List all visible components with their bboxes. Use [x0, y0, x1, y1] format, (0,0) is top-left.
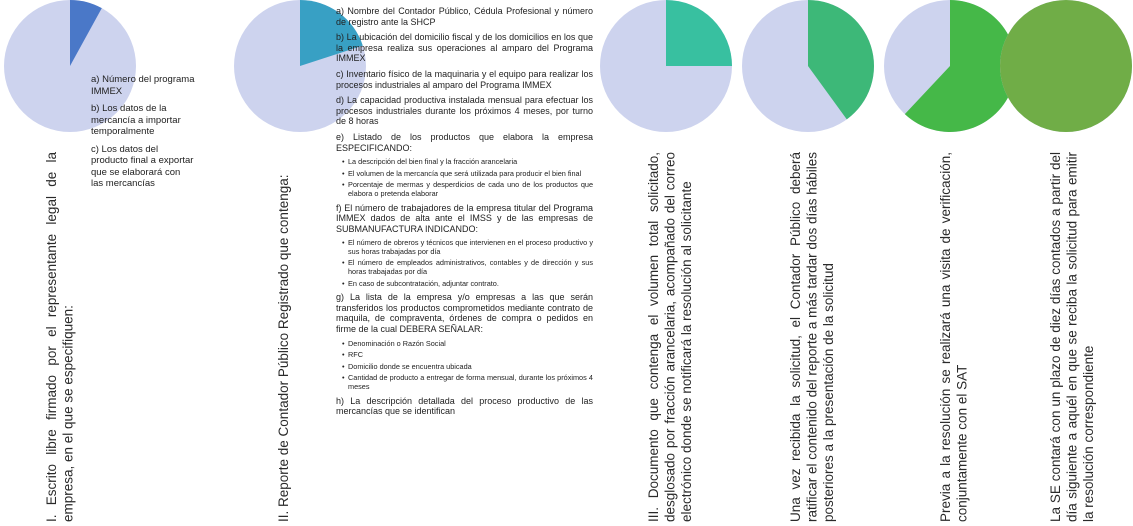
stage-1-item-b: b) Los datos de la mercancía a importar temporalmente [91, 103, 181, 137]
stage-2-text: II. Reporte de Contador Público Registrado que contenga: [276, 174, 291, 522]
stage-2-item-e: e) Listado de los productos que elabora la empresa ESPECIFICANDO: [336, 131, 593, 153]
bullet: • En caso de subcontratación, adjuntar contrato. [342, 280, 593, 289]
stage-1 [0, 0, 90, 526]
stage-1-item-a: a) Número del programa IMMEX [91, 74, 195, 97]
stage-4-text: Una vez recibida la solicitud, el Contador Público deberá ratificar el contenido del reporte a más tardar dos días hábiles posteriores a la presentación de la solicitud [788, 152, 836, 522]
stage-2-item-a: a) Nombre del Contador Público, Cédula Profesional y número de registro ante la SHCP [336, 6, 593, 27]
stage-6 [1000, 0, 1133, 526]
stage-3-pie-slice [666, 0, 732, 66]
bullet: • Porcentaje de mermas y desperdicios de cada uno de los productos que elabora o pretenda elaborar [342, 181, 593, 198]
stage-2-item-c: c) Inventario físico de la maquinaria y el equipo para realizar los procesos industriales al amparo del Programa IMMEX [336, 68, 593, 90]
bullet: • La descripción del bien final y la fracción arancelaria [342, 158, 593, 167]
stage-2-item-g-bullets [336, 340, 593, 392]
stage-2-item-g: g) La lista de la empresa y/o empresas a las que serán transferidos los productos comprometidos mediante contrato de maquila, de compraventa, órdenes de compra o pedidos en firme de la cual DEBERA SEÑALAR: [336, 292, 593, 335]
bullet: • El volumen de la mercancía que será utilizada para producir el bien final [342, 170, 593, 179]
stage-3-text: III. Documento que contenga el volumen total solicitado, desglosado por fracción arancelaria, acompañado del correo electrónico donde se notificará la resolución al solicitante [646, 152, 694, 522]
stage-1-item-c: c) Los datos del producto final a exportar que se elaborará con las mercancías [91, 143, 194, 189]
bullet: • RFC [342, 351, 593, 360]
stage-4 [742, 0, 862, 526]
stage-2-item-b: b) La ubicación del domicilio fiscal y de los domicilios en los que la empresa realiza sus operaciones al amparo del Programa IMMEX [336, 32, 593, 64]
stage-2-items [336, 6, 593, 422]
stage-1-text: I. Escrito libre firmado por el representante legal de la empresa, en el que se especifiquen: [44, 152, 76, 522]
stage-6-text: La SE contará con un plazo de diez días contados a partir del día siguiente a aquél en que se reciba la solicitud para emitir la resolución correspondiente [1048, 152, 1096, 522]
stage-2-item-e-bullets [336, 158, 593, 198]
stage-3 [600, 0, 720, 526]
stage-5 [884, 0, 1004, 526]
stage-5-text: Previa a la resolución se realizará una visita de verificación, conjuntamente con el SAT [938, 152, 970, 522]
stage-2-item-h: h) La descripción detallada del proceso productivo de las mercancías que se identifican [336, 395, 593, 417]
stage-1-items [91, 74, 195, 196]
stage-2-item-d: d) La capacidad productiva instalada mensual para efectuar los procesos industriales durante los próximos 4 meses, por turno de 8 horas [336, 95, 593, 127]
stage-3-pie [596, 0, 736, 136]
stage-2-item-f-bullets [336, 239, 593, 288]
stage-6-pie-slice [1000, 0, 1132, 132]
bullet: • Denominación o Razón Social [342, 340, 593, 349]
bullet: • Cantidad de producto a entregar de forma mensual, durante los próximos 4 meses [342, 374, 593, 391]
bullet: • El número de empleados administrativos, contables y de dirección y sus horas trabajadas por día [342, 259, 593, 276]
stage-6-pie [996, 0, 1133, 136]
bullet: • El número de obreros y técnicos que intervienen en el proceso productivo y sus horas trabajadas por día [342, 239, 593, 256]
stage-2-item-f: f) El número de trabajadores de la empresa titular del Programa IMMEX dados de alta ante el IMSS y de las empresas de SUBMANUFACTURA INDICANDO: [336, 202, 593, 234]
stage-2 [230, 0, 330, 526]
bullet: • Domicilio donde se encuentra ubicada [342, 363, 593, 372]
stage-4-pie [738, 0, 878, 136]
